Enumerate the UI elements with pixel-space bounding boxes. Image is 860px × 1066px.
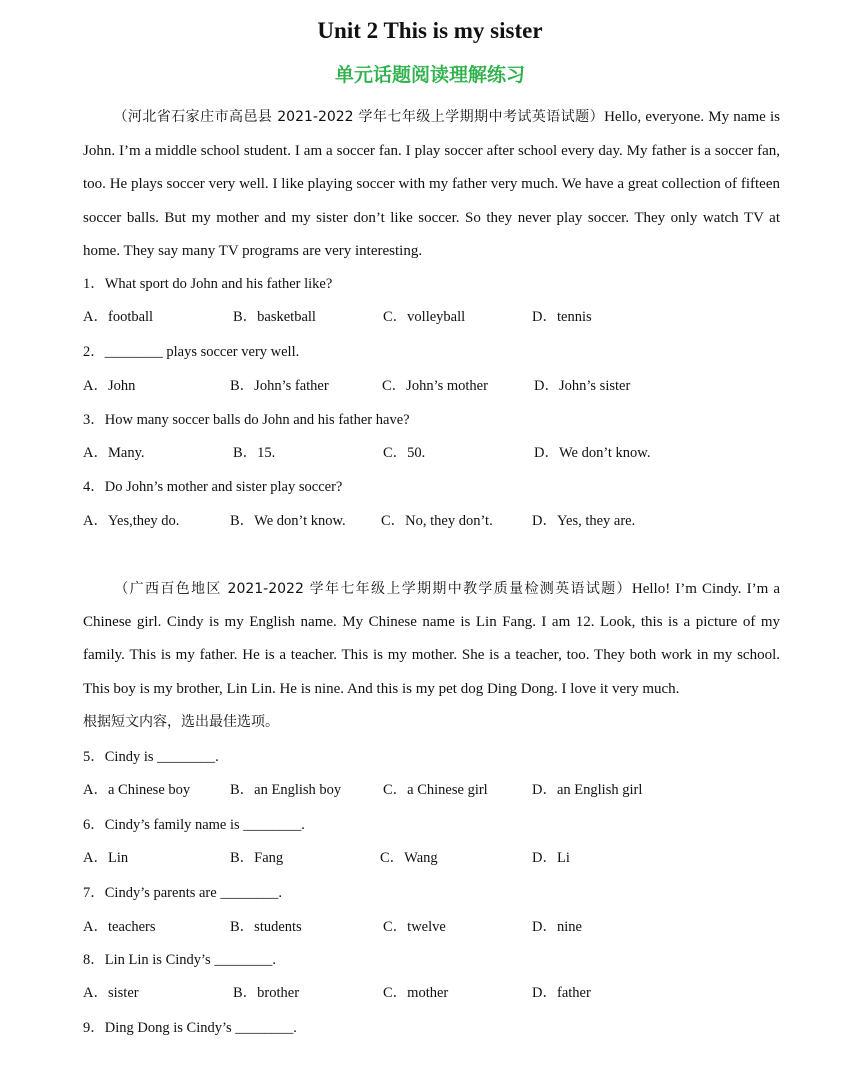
option-d[interactable] xyxy=(532,306,592,328)
option-letter: D． xyxy=(532,782,557,798)
question-8-stem xyxy=(83,949,783,971)
option-letter: C． xyxy=(380,850,405,866)
question-7-options xyxy=(83,916,783,938)
passage-2-text: Hello! I’m Cindy. I’m a Chinese girl. Cindy is my English name. My Chinese name is Lin Fang. I am 12. Look, this is a picture of my family. This is my father. He is a teacher. This is my mother. She is a teacher, too. They both work in my school. This boy is my brother, Lin Lin. He is nine. And this is my pet dog Ding Dong. I love it very much. xyxy=(83,581,780,697)
option-b[interactable] xyxy=(230,510,346,532)
option-a[interactable] xyxy=(83,375,135,397)
question-3-stem xyxy=(83,409,783,431)
question-1-stem xyxy=(83,273,783,295)
option-text: We don’t know. xyxy=(254,513,346,529)
option-b[interactable] xyxy=(233,442,275,464)
option-text: nine xyxy=(556,919,582,935)
question-3-options xyxy=(83,442,783,464)
question-6-stem xyxy=(83,814,783,836)
question-text: Cindy’s parents are ________. xyxy=(104,885,282,901)
option-b[interactable] xyxy=(230,779,341,801)
question-text: Do John’s mother and sister play soccer? xyxy=(104,479,343,495)
page-title: Unit 2 This is my sister xyxy=(317,18,543,43)
option-letter: C． xyxy=(383,445,408,461)
option-text: Yes, they are. xyxy=(556,513,636,529)
option-letter: A． xyxy=(83,445,108,461)
question-number: 3． xyxy=(83,412,105,428)
option-b[interactable] xyxy=(230,847,283,869)
option-letter: A． xyxy=(83,513,108,529)
option-letter: D． xyxy=(532,850,557,866)
question-5-stem xyxy=(83,746,783,768)
option-text: John’s sister xyxy=(558,378,631,394)
option-a[interactable] xyxy=(83,982,139,1004)
question-2-stem xyxy=(83,341,783,363)
option-text: basketball xyxy=(257,309,316,325)
option-letter: D． xyxy=(532,513,557,529)
question-number: 6． xyxy=(83,817,105,833)
option-text: sister xyxy=(107,985,139,1001)
option-letter: C． xyxy=(383,309,408,325)
question-7-stem xyxy=(83,882,783,904)
option-c[interactable] xyxy=(381,510,493,532)
passage-2 xyxy=(83,573,780,706)
question-2-options xyxy=(83,375,783,397)
option-letter: D． xyxy=(532,985,557,1001)
option-text: an English boy xyxy=(254,782,342,798)
option-d[interactable] xyxy=(532,847,570,869)
option-text: Fang xyxy=(254,850,284,866)
option-a[interactable] xyxy=(83,779,190,801)
question-5-options xyxy=(83,779,783,801)
question-9-stem xyxy=(83,1017,783,1039)
option-d[interactable] xyxy=(532,916,582,938)
question-number: 8． xyxy=(83,952,105,968)
option-text: tennis xyxy=(556,309,592,325)
question-1-options xyxy=(83,306,783,328)
option-letter: A． xyxy=(83,309,108,325)
question-number: 5． xyxy=(83,749,105,765)
question-number: 2． xyxy=(83,344,105,360)
option-text: volleyball xyxy=(407,309,466,325)
option-letter: C． xyxy=(383,985,408,1001)
option-text: Li xyxy=(556,850,570,866)
option-letter: A． xyxy=(83,378,108,394)
option-text: mother xyxy=(407,985,449,1001)
option-letter: B． xyxy=(230,513,255,529)
option-text: John xyxy=(107,378,136,394)
option-text: Yes,they do. xyxy=(107,513,180,529)
option-letter: A． xyxy=(83,985,108,1001)
question-number: 9． xyxy=(83,1020,105,1036)
option-text: twelve xyxy=(407,919,446,935)
option-b[interactable] xyxy=(230,916,302,938)
question-6-options xyxy=(83,847,783,869)
option-a[interactable] xyxy=(83,916,155,938)
option-c[interactable] xyxy=(382,375,488,397)
question-number: 4． xyxy=(83,479,105,495)
option-letter: C． xyxy=(383,782,408,798)
option-text: students xyxy=(254,919,302,935)
option-b[interactable] xyxy=(233,306,316,328)
option-text: We don’t know. xyxy=(558,445,651,461)
question-text: What sport do John and his father like? xyxy=(104,276,333,292)
option-a[interactable] xyxy=(83,510,179,532)
option-text: 15. xyxy=(257,445,276,461)
option-text: 50. xyxy=(407,445,426,461)
option-d[interactable] xyxy=(532,779,642,801)
question-text: ________ plays soccer very well. xyxy=(104,344,300,360)
option-text: Lin xyxy=(107,850,129,866)
option-text: No, they don’t. xyxy=(405,513,493,529)
option-letter: A． xyxy=(83,850,108,866)
option-d[interactable] xyxy=(532,982,591,1004)
option-letter: D． xyxy=(534,445,559,461)
option-letter: C． xyxy=(383,919,408,935)
option-a[interactable] xyxy=(83,847,128,869)
passage-1 xyxy=(83,101,780,269)
option-letter: D． xyxy=(532,309,557,325)
option-text: Wang xyxy=(404,850,438,866)
option-letter: A． xyxy=(83,919,108,935)
option-letter: B． xyxy=(230,378,255,394)
option-letter: B． xyxy=(233,985,258,1001)
option-c[interactable] xyxy=(383,916,446,938)
option-letter: B． xyxy=(233,445,258,461)
option-letter: D． xyxy=(534,378,559,394)
page-subtitle: 单元话题阅读理解练习 xyxy=(334,64,525,86)
option-c[interactable] xyxy=(380,847,438,869)
question-number: 7． xyxy=(83,885,105,901)
option-d[interactable] xyxy=(534,375,630,397)
passage-2-instruction: 根据短文内容，选出最佳选项。 xyxy=(83,714,279,730)
option-text: an English girl xyxy=(556,782,643,798)
option-text: a Chinese girl xyxy=(407,782,488,798)
option-c[interactable] xyxy=(383,982,448,1004)
question-8-options xyxy=(83,982,783,1004)
question-4-options xyxy=(83,510,783,532)
option-letter: C． xyxy=(382,378,407,394)
passage-2-source: （广西百色地区 2021-2022 学年七年级上学期期中教学质量检测英语试题） xyxy=(113,581,632,597)
option-c[interactable] xyxy=(383,442,425,464)
question-text: Ding Dong is Cindy’s ________. xyxy=(104,1020,297,1036)
option-text: Many. xyxy=(107,445,145,461)
option-text: John’s mother xyxy=(406,378,488,394)
option-letter: B． xyxy=(233,309,258,325)
question-text: Cindy’s family name is ________. xyxy=(104,817,305,833)
passage-1-source: （河北省石家庄市高邑县 2021-2022 学年七年级上学期期中考试英语试题） xyxy=(113,109,605,125)
option-c[interactable] xyxy=(383,306,465,328)
option-b[interactable] xyxy=(233,982,299,1004)
option-text: teachers xyxy=(107,919,156,935)
option-text: a Chinese boy xyxy=(107,782,191,798)
option-letter: C． xyxy=(381,513,406,529)
question-text: Lin Lin is Cindy’s ________. xyxy=(104,952,276,968)
option-letter: D． xyxy=(532,919,557,935)
question-text: Cindy is ________. xyxy=(104,749,219,765)
option-text: father xyxy=(556,985,591,1001)
option-a[interactable] xyxy=(83,442,145,464)
passage-1-text: Hello, everyone. My name is John. I’m a middle school student. I am a soccer fan. I play soccer after school every day. My father is a soccer fan, too. He plays soccer very well. I like playing soccer with my father very much. We have a great collection of fifteen soccer balls. But my mother and my sister don’t like soccer. So they never play soccer. They only watch TV at home. They say many TV programs are very interesting. xyxy=(83,109,780,259)
question-number: 1． xyxy=(83,276,105,292)
option-letter: B． xyxy=(230,919,255,935)
option-a[interactable] xyxy=(83,306,153,328)
option-text: football xyxy=(107,309,154,325)
question-text: How many soccer balls do John and his father have? xyxy=(104,412,410,428)
option-letter: A． xyxy=(83,782,108,798)
option-b[interactable] xyxy=(230,375,329,397)
option-d[interactable] xyxy=(534,442,650,464)
option-text: brother xyxy=(257,985,300,1001)
option-c[interactable] xyxy=(383,779,488,801)
question-4-stem xyxy=(83,476,783,498)
option-letter: B． xyxy=(230,850,255,866)
option-d[interactable] xyxy=(532,510,635,532)
option-text: John’s father xyxy=(254,378,329,394)
option-letter: B． xyxy=(230,782,255,798)
